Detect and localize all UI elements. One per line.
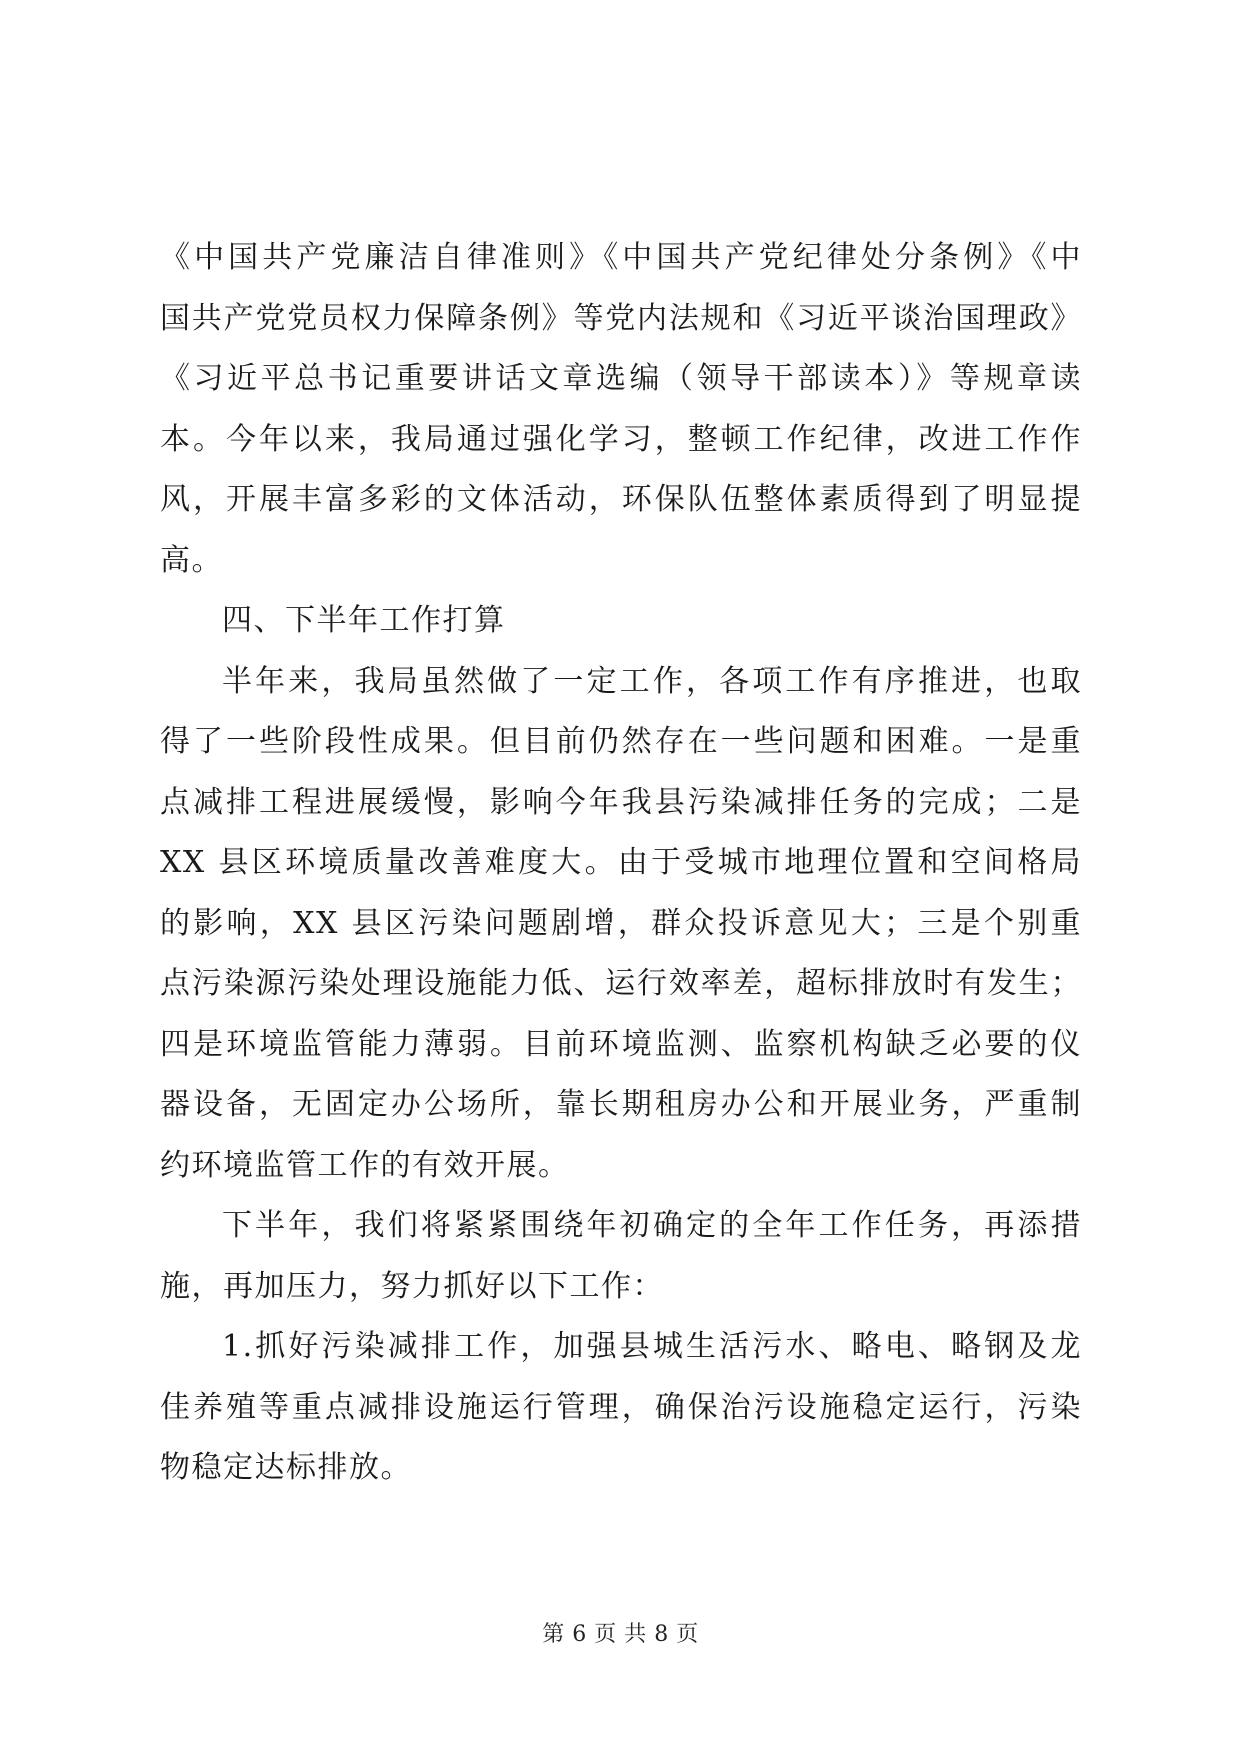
text-line: 得了一些阶段性成果。但目前仍然存在一些问题和困难。一是重 xyxy=(160,724,1082,759)
text-line: 佳养殖等重点减排设施运行管理，确保治污设施稳定运行，污染 xyxy=(160,1389,1082,1425)
text-line: 半年来，我局虽然做了一定工作，各项工作有序推进，也取 xyxy=(222,663,1082,699)
text-line: 的影响，XX 县区污染问题剧增，群众投诉意见大；三是个别重 xyxy=(160,905,1082,941)
text-line: 约环境监管工作的有效开展。 xyxy=(160,1147,570,1183)
text-line: 点污染源污染处理设施能力低、运行效率差，超标排放时有发生； xyxy=(160,966,1082,1001)
list-item-1: 1.抓好污染减排工作，加强县城生活污水、略电、略钢及龙 xyxy=(222,1329,1082,1364)
text-line: 风，开展丰富多彩的文体活动，环保队伍整体素质得到了明显提 xyxy=(160,482,1082,517)
text-line: 施，再加压力，努力抓好以下工作： xyxy=(160,1268,664,1304)
text-line: 下半年，我们将紧紧围绕年初确定的全年工作任务，再添措 xyxy=(222,1208,1082,1243)
text-line: 国共产党党员权力保障条例》等党内法规和《习近平谈治国理政》 xyxy=(160,300,1082,336)
text-line: 点减排工程进展缓慢，影响今年我县污染减排任务的完成；二是 xyxy=(160,784,1082,820)
text-line: 器设备，无固定办公场所，靠长期租房办公和开展业务，严重制 xyxy=(160,1087,1082,1122)
text-line: 高。 xyxy=(160,542,223,578)
text-line: 《中国共产党廉洁自律准则》《中国共产党纪律处分条例》《中 xyxy=(160,240,1082,275)
text-line: 四是环境监管能力薄弱。目前环境监测、监察机构缺乏必要的仪 xyxy=(160,1026,1082,1062)
text-line: 本。今年以来，我局通过强化学习，整顿工作纪律，改进工作作 xyxy=(160,421,1082,457)
page-number-footer: 第 6 页 共 8 页 xyxy=(542,1622,699,1647)
section-heading: 四、下半年工作打算 xyxy=(222,603,506,638)
text-line: XX 县区环境质量改善难度大。由于受城市地理位置和空间格局 xyxy=(160,845,1082,880)
text-line: 物稳定达标排放。 xyxy=(160,1450,412,1485)
body-text xyxy=(160,228,1082,1499)
text-line: 《习近平总书记重要讲话文章选编（领导干部读本）》等规章读 xyxy=(160,361,1082,396)
